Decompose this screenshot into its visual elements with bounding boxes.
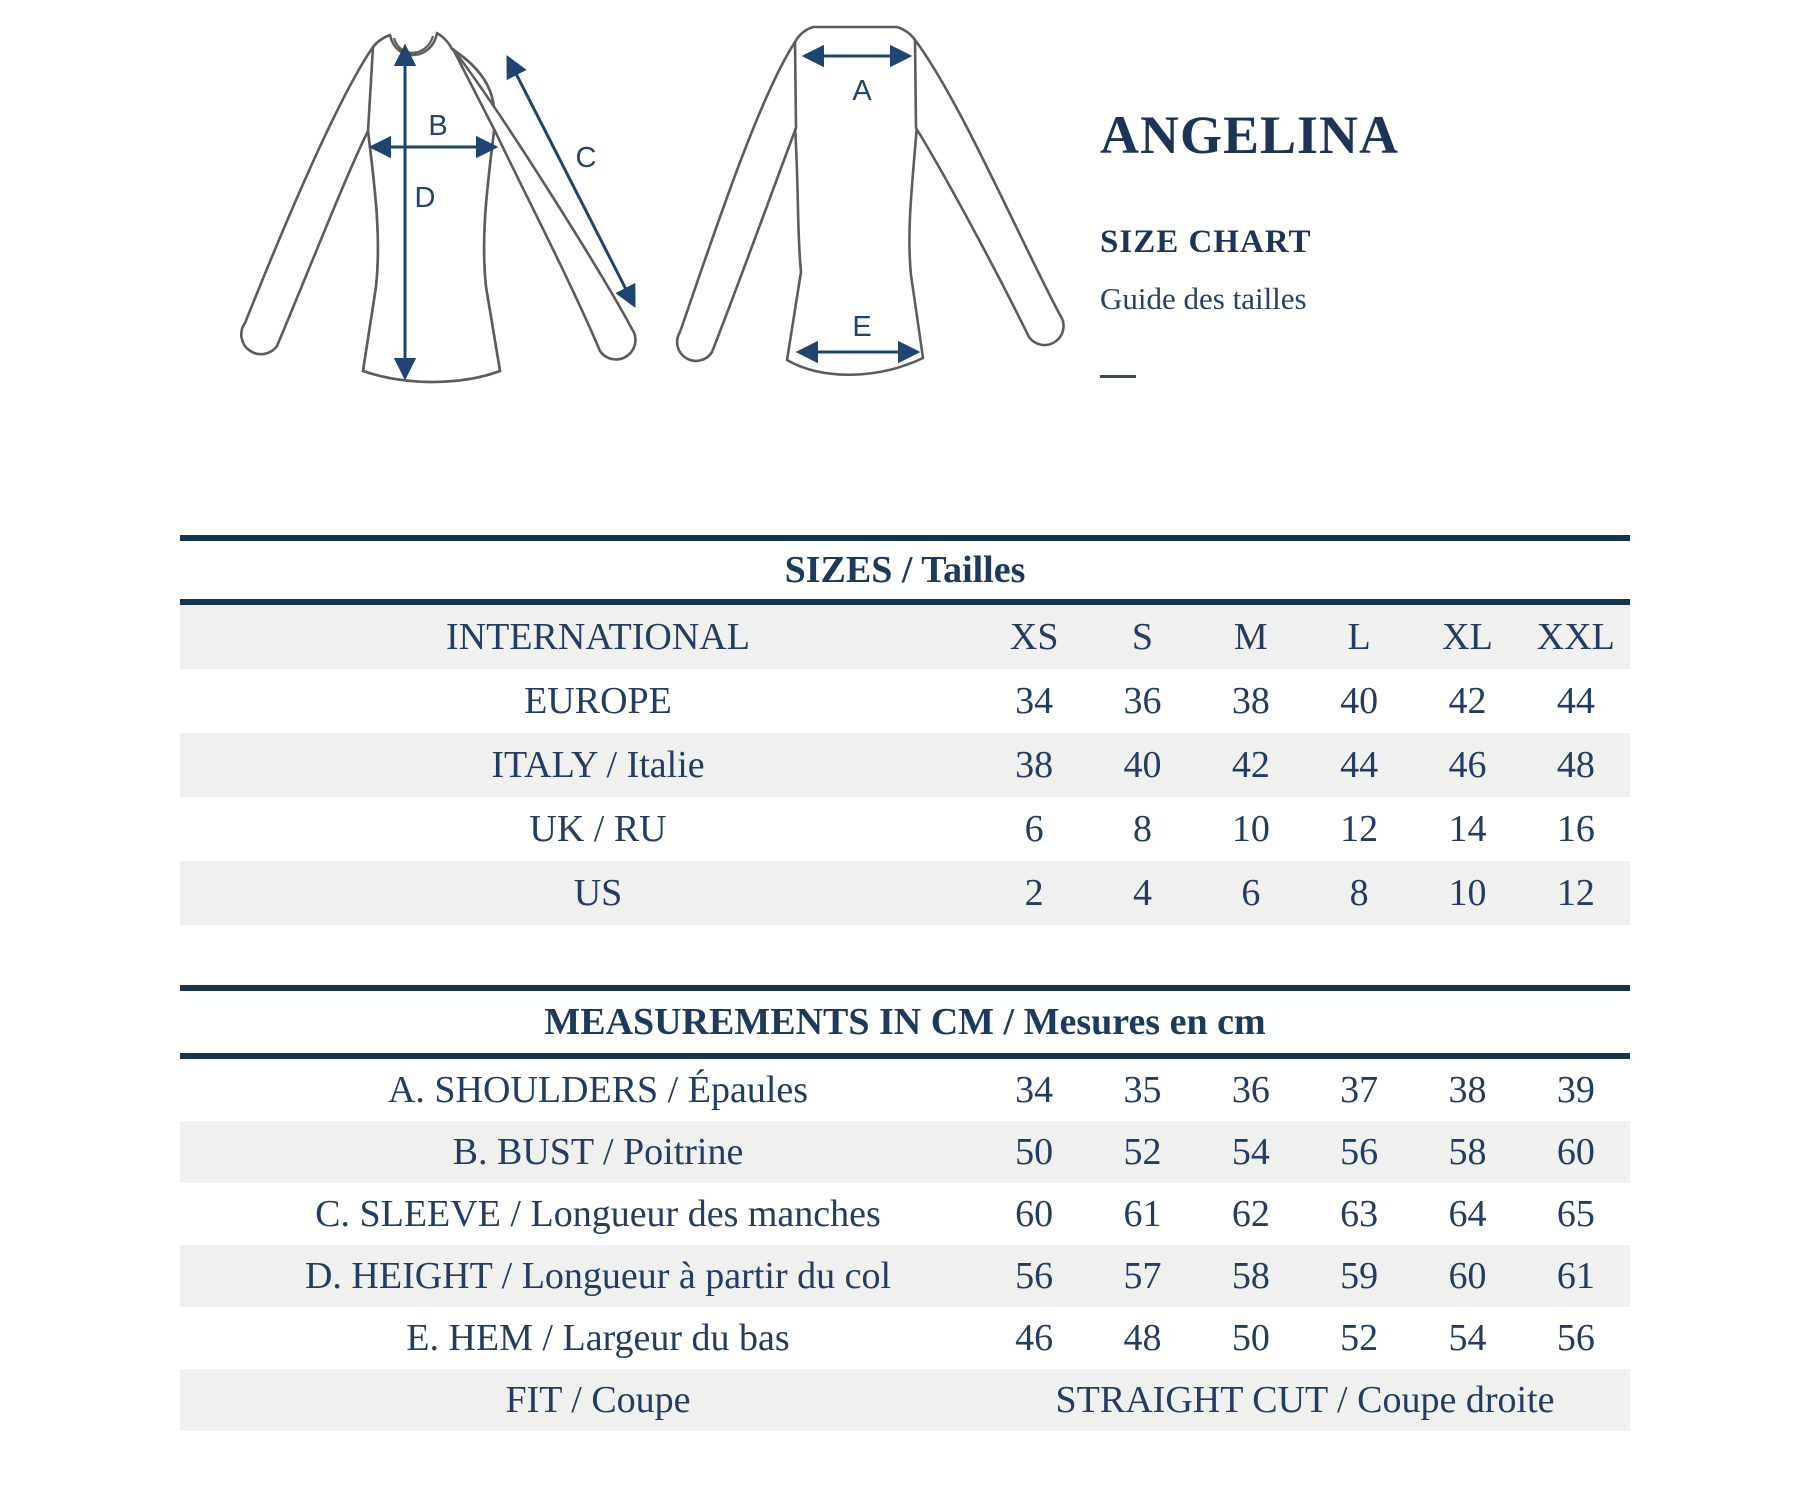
size-cell: XXL xyxy=(1536,616,1615,658)
table-row-sleeve xyxy=(180,1183,1630,1245)
measurement-cell: 61 xyxy=(1123,1193,1162,1235)
size-chart-heading: SIZE CHART xyxy=(1100,224,1312,260)
size-cell: L xyxy=(1347,616,1371,658)
row-label: EUROPE xyxy=(524,680,672,722)
measurement-cell: 39 xyxy=(1556,1069,1595,1111)
size-cell: 48 xyxy=(1556,744,1595,786)
title-block xyxy=(1100,104,1399,378)
size-cell: 12 xyxy=(1556,872,1595,914)
size-cell: 40 xyxy=(1123,744,1162,786)
size-cell: 6 xyxy=(1241,872,1261,914)
measurement-cell: 50 xyxy=(1231,1317,1270,1359)
product-title: ANGELINA xyxy=(1100,105,1400,165)
size-cell: 8 xyxy=(1132,808,1152,850)
measurement-cell: 56 xyxy=(1015,1255,1054,1297)
size-cell: 8 xyxy=(1349,872,1369,914)
size-cell: 4 xyxy=(1132,872,1152,914)
table-row-italy xyxy=(180,733,1630,797)
measurement-cell: 52 xyxy=(1340,1317,1379,1359)
table-row-hem xyxy=(180,1307,1630,1369)
measurement-cell: 37 xyxy=(1340,1069,1379,1111)
row-label: D. HEIGHT / Longueur à partir du col xyxy=(304,1255,892,1297)
size-cell: 44 xyxy=(1340,744,1379,786)
size-cell: 40 xyxy=(1340,680,1379,722)
size-cell: 38 xyxy=(1231,680,1270,722)
measure-label-b: B xyxy=(428,110,448,142)
table-row-international xyxy=(180,605,1630,669)
measurement-cell: 60 xyxy=(1015,1193,1054,1235)
sizes-table xyxy=(180,535,1630,925)
size-cell: 12 xyxy=(1340,808,1379,850)
measurement-cell: 65 xyxy=(1556,1193,1595,1235)
measurement-cell: 48 xyxy=(1123,1317,1162,1359)
size-cell: XS xyxy=(1009,616,1059,658)
measure-label-a: A xyxy=(852,75,872,107)
table-row-height xyxy=(180,1245,1630,1307)
table-row-us xyxy=(180,861,1630,925)
measurement-cell: 54 xyxy=(1448,1317,1487,1359)
measurement-cell: 36 xyxy=(1231,1069,1270,1111)
measurement-cell: 60 xyxy=(1448,1255,1487,1297)
row-label: ITALY / Italie xyxy=(491,744,705,786)
measurements-table xyxy=(180,985,1630,1431)
measurements-table-header: MEASUREMENTS IN CM / Mesures en cm xyxy=(544,1001,1266,1043)
size-cell: XL xyxy=(1442,616,1493,658)
size-cell: 10 xyxy=(1231,808,1270,850)
measurement-cell: 57 xyxy=(1123,1255,1162,1297)
measurement-cell: 58 xyxy=(1448,1131,1487,1173)
divider-dash xyxy=(1100,375,1136,378)
measurement-cell: 64 xyxy=(1448,1193,1487,1235)
measurement-cell: 56 xyxy=(1556,1317,1595,1359)
size-cell: 42 xyxy=(1231,744,1270,786)
measurement-cell: 59 xyxy=(1340,1255,1379,1297)
measurement-cell: 61 xyxy=(1556,1255,1595,1297)
front-left-sleeve xyxy=(241,47,373,354)
measurement-cell: 50 xyxy=(1015,1131,1054,1173)
measurement-cell: 58 xyxy=(1231,1255,1270,1297)
fit-value: STRAIGHT CUT / Coupe droite xyxy=(1055,1379,1555,1421)
row-label: A. SHOULDERS / Épaules xyxy=(387,1069,809,1111)
table-row-shoulders xyxy=(180,1059,1630,1121)
sizes-table-header: SIZES / Tailles xyxy=(784,549,1026,591)
measure-label-d: D xyxy=(414,182,436,214)
table-row-bust xyxy=(180,1121,1630,1183)
table-row-fit xyxy=(180,1369,1630,1431)
measurement-cell: 62 xyxy=(1231,1193,1270,1235)
measurement-cell: 38 xyxy=(1448,1069,1487,1111)
size-cell: 34 xyxy=(1015,680,1054,722)
size-cell: 10 xyxy=(1448,872,1487,914)
size-cell: 42 xyxy=(1448,680,1487,722)
measure-label-c: C xyxy=(575,142,597,174)
row-label: UK / RU xyxy=(529,808,667,850)
measurement-cell: 63 xyxy=(1340,1193,1379,1235)
back-left-sleeve xyxy=(677,42,796,361)
row-label: B. BUST / Poitrine xyxy=(452,1131,744,1173)
row-label: C. SLEEVE / Longueur des manches xyxy=(315,1193,881,1235)
size-cell: 44 xyxy=(1556,680,1595,722)
measurement-cell: 60 xyxy=(1556,1131,1595,1173)
back-right-sleeve xyxy=(915,40,1064,345)
measurement-cell: 35 xyxy=(1123,1069,1162,1111)
size-chart-subheading-fr: Guide des tailles xyxy=(1100,281,1307,316)
size-cell: 2 xyxy=(1024,872,1044,914)
measurement-cell: 46 xyxy=(1015,1317,1054,1359)
measurement-cell: 54 xyxy=(1231,1131,1270,1173)
size-cell: 38 xyxy=(1015,744,1054,786)
size-cell: 16 xyxy=(1556,808,1595,850)
row-label: E. HEM / Largeur du bas xyxy=(406,1317,790,1359)
table-row-uk xyxy=(180,797,1630,861)
size-cell: 36 xyxy=(1123,680,1162,722)
size-cell: 46 xyxy=(1448,744,1487,786)
table-row-europe xyxy=(180,669,1630,733)
measurement-cell: 52 xyxy=(1123,1131,1162,1173)
size-cell: S xyxy=(1131,616,1154,658)
size-cell: 6 xyxy=(1024,808,1044,850)
measurement-cell: 34 xyxy=(1015,1069,1054,1111)
garment-back-diagram xyxy=(545,0,1085,385)
size-cell: 14 xyxy=(1448,808,1487,850)
measure-label-e: E xyxy=(852,311,872,343)
row-label: FIT / Coupe xyxy=(505,1379,691,1421)
row-label: INTERNATIONAL xyxy=(446,616,750,658)
size-cell: M xyxy=(1233,616,1268,658)
row-label: US xyxy=(573,872,623,914)
measurement-cell: 56 xyxy=(1340,1131,1379,1173)
